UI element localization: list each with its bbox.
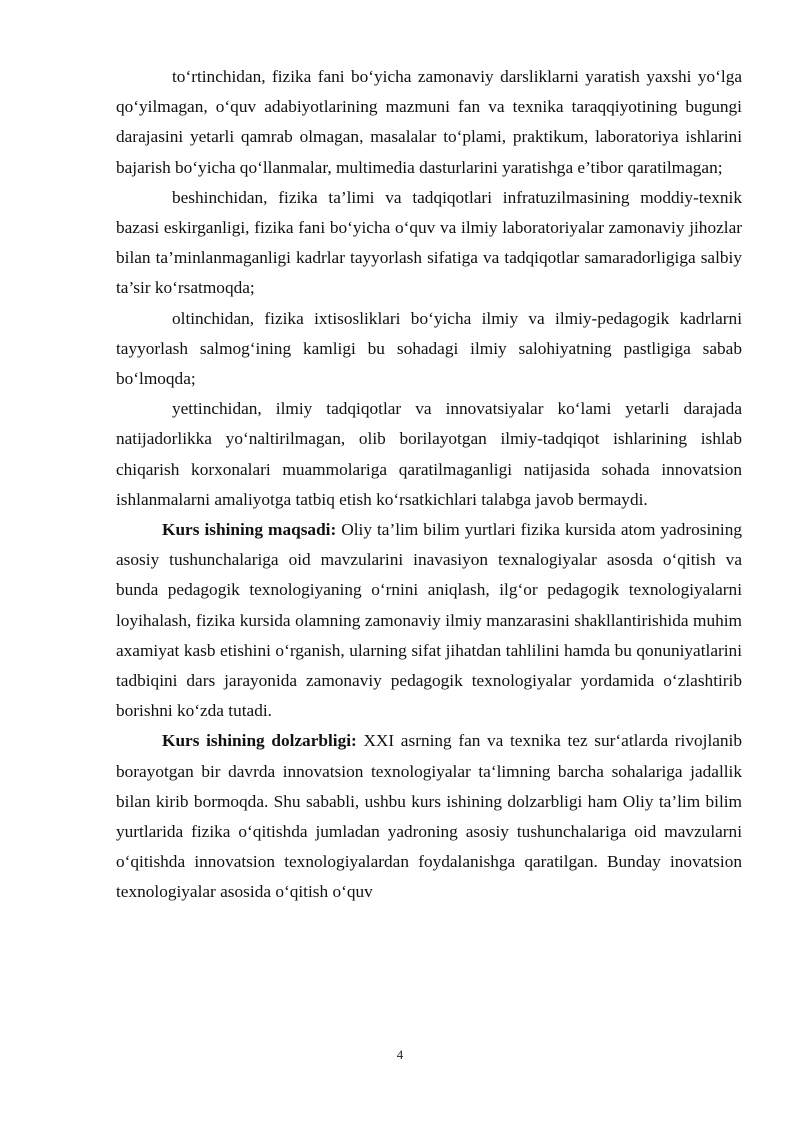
paragraph-heading: Kurs ishining dolzarbligi:	[162, 731, 357, 751]
paragraph-text: to‘rtinchidan, fizika fani bo‘yicha zamonaviy darsliklarni yaratish yaxshi yo‘lga qo‘yilmagan, o‘quv adabiyotlarining mazmuni fan va texnika taraqqiyotining bugungi darajasini yetarli qamrab olmagan, masalalar to‘plami, praktikum, laboratoriya ishlarini bajarish bo‘yicha qo‘llanmalar, multimedia dasturlarini yaratishga e’tibor qaratilmagan;	[116, 67, 742, 177]
paragraph-course-goal	[116, 515, 742, 726]
paragraph-fifth	[116, 183, 742, 304]
paragraph-course-relevance	[116, 726, 742, 907]
paragraph-text: yettinchidan, ilmiy tadqiqotlar va innovatsiyalar ko‘lami yetarli darajada natijadorlikka yo‘naltirilmagan, olib borilayotgan ilmiy-tadqiqot ishlarining ishlab chiqarish korxonalari muammolariga qaratilmaganligi natijasida sohada innovatsion ishlanmalarni amaliyotga tatbiq etish ko‘rsatkichlari talabga javob bermaydi.	[116, 399, 742, 509]
paragraph-fourth	[116, 62, 742, 183]
paragraph-heading: Kurs ishining maqsadi:	[162, 520, 337, 540]
paragraph-text: XXI asrning fan va texnika tez sur‘atlarda rivojlanib borayotgan bir davrda innovatsion texnologiyalar ta‘limning barcha sohalariga jadallik bilan kirib bormoqda. Shu sababli, ushbu kurs ishining dolzarbligi ham Oliy ta’lim bilim yurtlarida fizika o‘qitishda jumladan yadroning asosiy tushunchalariga oid mavzularni o‘qitishda innovatsion texnologiyalardan foydalanishga qaratilgan. Bunday inovatsion texnologiyalar asosida o‘qitish o‘quv	[116, 731, 742, 902]
paragraph-text: oltinchidan, fizika ixtisosliklari bo‘yicha ilmiy va ilmiy-pedagogik kadrlarni tayyorlash salmog‘ining kamligi bu sohadagi ilmiy salohiyatning pastligiga sabab bo‘lmoqda;	[116, 308, 742, 389]
paragraph-seventh	[116, 394, 742, 515]
page-number: 4	[396, 1047, 404, 1062]
paragraph-text: beshinchidan, fizika ta’limi va tadqiqotlari infratuzilmasining moddiy-texnik bazasi eskirganligi, fizika fani bo‘yicha o‘quv va ilmiy laboratoriyalar zamonaviy jihozlar bilan ta’minlanmaganligi kadrlar tayyorlash sifatiga va tadqiqotlar samaradorligiga salbiy ta’sir ko‘rsatmoqda;	[116, 187, 742, 298]
document-page	[116, 62, 742, 908]
paragraph-text: Oliy ta’lim bilim yurtlari fizika kursida atom yadrosining asosiy tushunchalariga oid mavzularini inavasiyon texnalogiyalar asosda o‘qitish va bunda pedagogik texnologiyaning o‘rnini aniqlash, ilg‘or pedagogik texnologiyalarni loyihalash, fizika kursida olamning zamonaviy ilmiy manzarasini shakllantirishida muhim axamiyat kasb etishini o‘rganish, ularning sifat jihatdan tahlilini hamda bu qonuniyatlarini tadbiqini dars jarayonida zamonaviy pedagogik texnologiyalar yordamida o‘zlashtirib borishni ko‘zda tutadi.	[116, 520, 742, 721]
paragraph-sixth	[116, 304, 742, 395]
